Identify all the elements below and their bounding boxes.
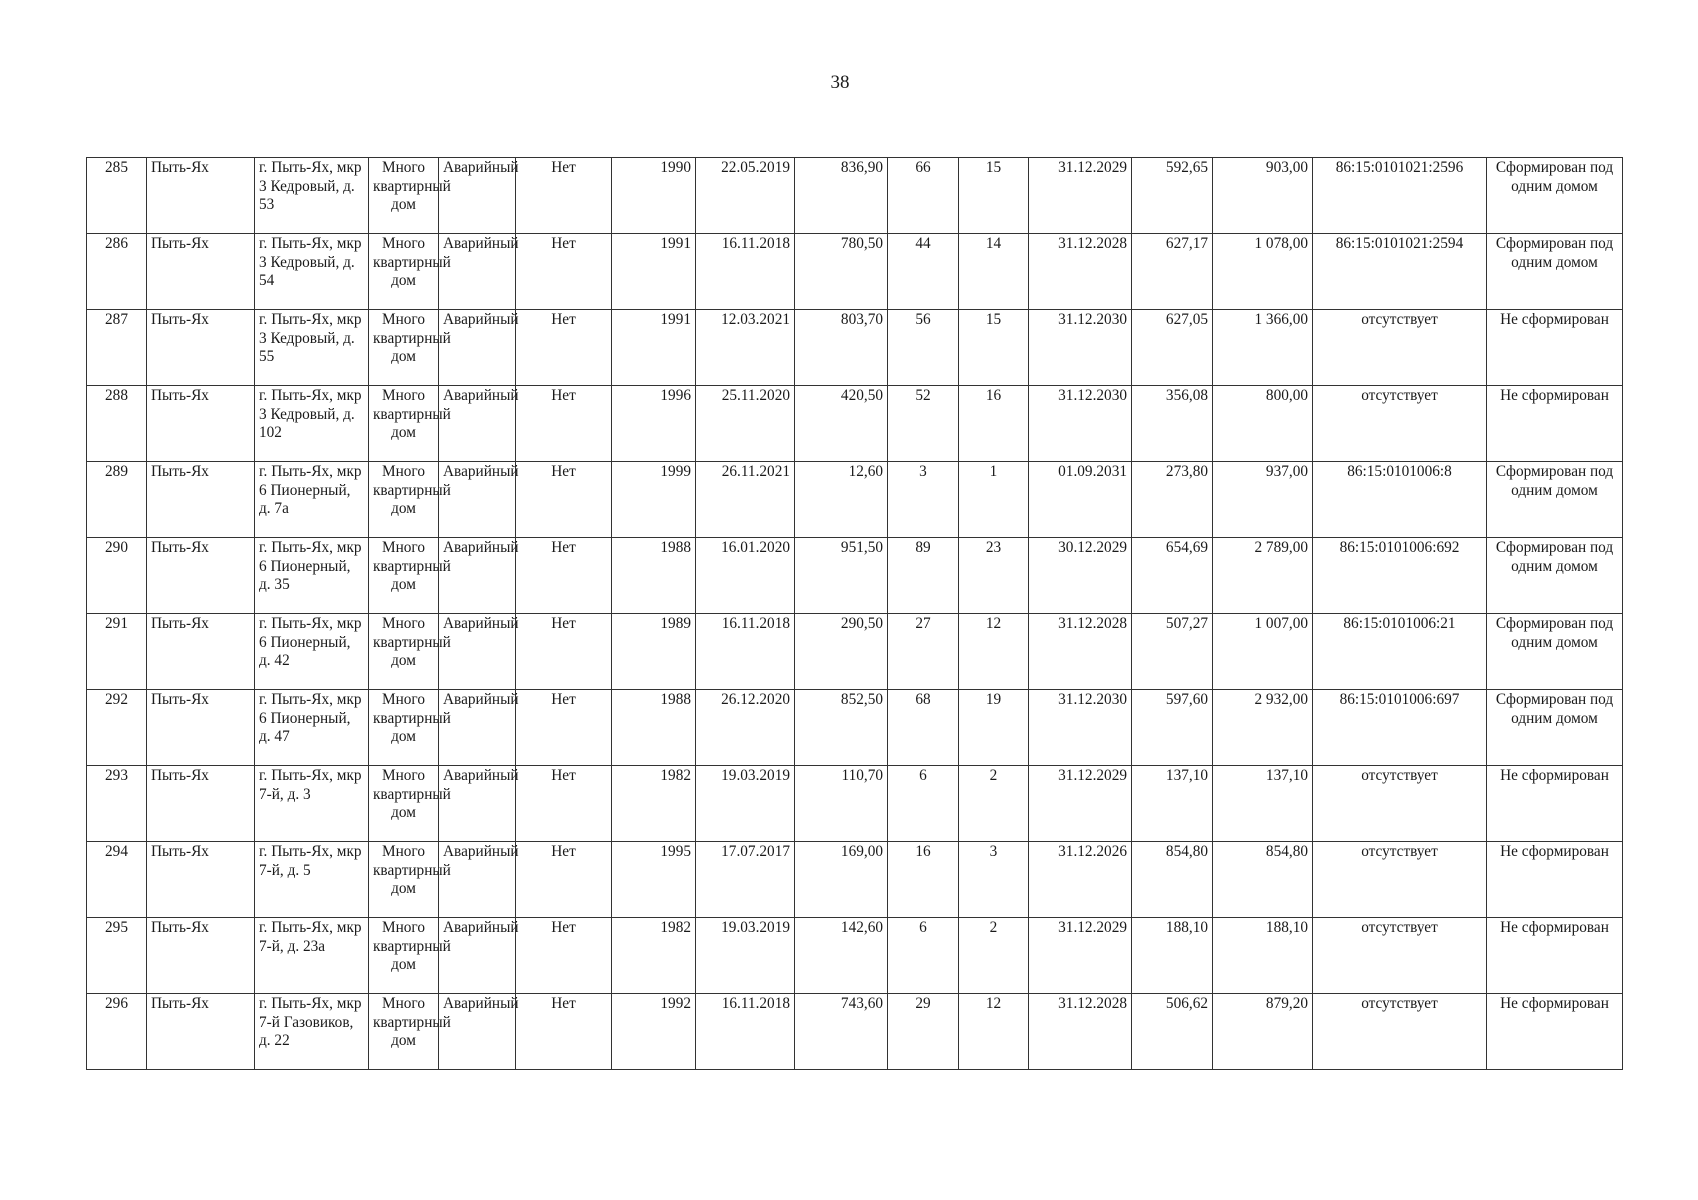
value1-cell: 506,62 (1132, 994, 1213, 1070)
address-cell: г. Пыть-Ях, мкр 7-й, д. 23а (255, 918, 369, 994)
deadline-cell: 31.12.2030 (1029, 310, 1132, 386)
value2-cell: 188,10 (1213, 918, 1313, 994)
value1-cell: 356,08 (1132, 386, 1213, 462)
land-status-cell: Не сформирован (1487, 766, 1623, 842)
deadline-cell: 31.12.2028 (1029, 234, 1132, 310)
apartments-cell: 16 (959, 386, 1029, 462)
value1-cell: 188,10 (1132, 918, 1213, 994)
apartments-cell: 14 (959, 234, 1029, 310)
land-status-cell: Не сформирован (1487, 994, 1623, 1070)
flag-cell: Нет (516, 386, 612, 462)
area-cell: 169,00 (795, 842, 888, 918)
recognition-date-cell: 16.11.2018 (696, 234, 795, 310)
value2-cell: 1 078,00 (1213, 234, 1313, 310)
value2-cell: 1 007,00 (1213, 614, 1313, 690)
flag-cell: Нет (516, 994, 612, 1070)
condition-cell: Аварийный (439, 842, 516, 918)
build-year-cell: 1988 (612, 538, 696, 614)
apartments-cell: 23 (959, 538, 1029, 614)
table-row (87, 386, 1623, 462)
building-type-cell: Много квартирный дом (369, 994, 439, 1070)
table-row (87, 158, 1623, 234)
recognition-date-cell: 26.11.2021 (696, 462, 795, 538)
address-cell: г. Пыть-Ях, мкр 6 Пионерный, д. 7а (255, 462, 369, 538)
area-cell: 951,50 (795, 538, 888, 614)
build-year-cell: 1995 (612, 842, 696, 918)
value2-cell: 800,00 (1213, 386, 1313, 462)
land-status-cell: Сформирован под одним домом (1487, 690, 1623, 766)
land-status-cell: Сформирован под одним домом (1487, 614, 1623, 690)
build-year-cell: 1996 (612, 386, 696, 462)
city-cell: Пыть-Ях (147, 158, 255, 234)
cadastral-number-cell: отсутствует (1313, 386, 1487, 462)
condition-cell: Аварийный (439, 690, 516, 766)
address-cell: г. Пыть-Ях, мкр 6 Пионерный, д. 35 (255, 538, 369, 614)
flag-cell: Нет (516, 462, 612, 538)
recognition-date-cell: 16.11.2018 (696, 994, 795, 1070)
value2-cell: 137,10 (1213, 766, 1313, 842)
recognition-date-cell: 25.11.2020 (696, 386, 795, 462)
residents-cell: 16 (888, 842, 959, 918)
apartments-cell: 3 (959, 842, 1029, 918)
building-type-cell: Много квартирный дом (369, 538, 439, 614)
deadline-cell: 31.12.2030 (1029, 690, 1132, 766)
table-row (87, 766, 1623, 842)
cadastral-number-cell: отсутствует (1313, 842, 1487, 918)
recognition-date-cell: 16.01.2020 (696, 538, 795, 614)
value2-cell: 2 789,00 (1213, 538, 1313, 614)
apartments-cell: 15 (959, 310, 1029, 386)
cadastral-number-cell: 86:15:0101006:692 (1313, 538, 1487, 614)
deadline-cell: 01.09.2031 (1029, 462, 1132, 538)
city-cell: Пыть-Ях (147, 234, 255, 310)
build-year-cell: 1999 (612, 462, 696, 538)
residents-cell: 3 (888, 462, 959, 538)
table-row (87, 310, 1623, 386)
city-cell: Пыть-Ях (147, 538, 255, 614)
row-number: 291 (87, 614, 147, 690)
area-cell: 110,70 (795, 766, 888, 842)
row-number: 295 (87, 918, 147, 994)
city-cell: Пыть-Ях (147, 766, 255, 842)
area-cell: 803,70 (795, 310, 888, 386)
building-type-cell: Много квартирный дом (369, 842, 439, 918)
building-type-cell: Много квартирный дом (369, 310, 439, 386)
address-cell: г. Пыть-Ях, мкр 7-й, д. 5 (255, 842, 369, 918)
residents-cell: 44 (888, 234, 959, 310)
row-number: 293 (87, 766, 147, 842)
recognition-date-cell: 19.03.2019 (696, 918, 795, 994)
flag-cell: Нет (516, 310, 612, 386)
building-type-cell: Много квартирный дом (369, 158, 439, 234)
build-year-cell: 1989 (612, 614, 696, 690)
deadline-cell: 30.12.2029 (1029, 538, 1132, 614)
value1-cell: 654,69 (1132, 538, 1213, 614)
recognition-date-cell: 19.03.2019 (696, 766, 795, 842)
land-status-cell: Сформирован под одним домом (1487, 234, 1623, 310)
condition-cell: Аварийный (439, 462, 516, 538)
apartments-cell: 2 (959, 766, 1029, 842)
land-status-cell: Не сформирован (1487, 842, 1623, 918)
area-cell: 420,50 (795, 386, 888, 462)
building-type-cell: Много квартирный дом (369, 766, 439, 842)
apartments-cell: 1 (959, 462, 1029, 538)
row-number: 287 (87, 310, 147, 386)
deadline-cell: 31.12.2030 (1029, 386, 1132, 462)
residents-cell: 68 (888, 690, 959, 766)
value2-cell: 903,00 (1213, 158, 1313, 234)
building-type-cell: Много квартирный дом (369, 690, 439, 766)
residents-cell: 56 (888, 310, 959, 386)
city-cell: Пыть-Ях (147, 994, 255, 1070)
value1-cell: 507,27 (1132, 614, 1213, 690)
building-type-cell: Много квартирный дом (369, 462, 439, 538)
building-type-cell: Много квартирный дом (369, 386, 439, 462)
recognition-date-cell: 12.03.2021 (696, 310, 795, 386)
area-cell: 290,50 (795, 614, 888, 690)
cadastral-number-cell: отсутствует (1313, 766, 1487, 842)
row-number: 290 (87, 538, 147, 614)
condition-cell: Аварийный (439, 538, 516, 614)
page-number: 38 (830, 72, 850, 93)
cadastral-number-cell: отсутствует (1313, 918, 1487, 994)
row-number: 296 (87, 994, 147, 1070)
flag-cell: Нет (516, 538, 612, 614)
table-row (87, 538, 1623, 614)
value1-cell: 854,80 (1132, 842, 1213, 918)
land-status-cell: Сформирован под одним домом (1487, 462, 1623, 538)
flag-cell: Нет (516, 158, 612, 234)
apartments-cell: 12 (959, 614, 1029, 690)
value1-cell: 627,05 (1132, 310, 1213, 386)
condition-cell: Аварийный (439, 766, 516, 842)
build-year-cell: 1992 (612, 994, 696, 1070)
address-cell: г. Пыть-Ях, мкр 3 Кедровый, д. 54 (255, 234, 369, 310)
residents-cell: 52 (888, 386, 959, 462)
flag-cell: Нет (516, 918, 612, 994)
address-cell: г. Пыть-Ях, мкр 3 Кедровый, д. 55 (255, 310, 369, 386)
value2-cell: 937,00 (1213, 462, 1313, 538)
city-cell: Пыть-Ях (147, 310, 255, 386)
land-status-cell: Не сформирован (1487, 310, 1623, 386)
table-row (87, 842, 1623, 918)
deadline-cell: 31.12.2028 (1029, 614, 1132, 690)
apartments-cell: 2 (959, 918, 1029, 994)
value1-cell: 137,10 (1132, 766, 1213, 842)
table-row (87, 690, 1623, 766)
cadastral-number-cell: 86:15:0101021:2596 (1313, 158, 1487, 234)
apartments-cell: 19 (959, 690, 1029, 766)
land-status-cell: Не сформирован (1487, 386, 1623, 462)
condition-cell: Аварийный (439, 386, 516, 462)
land-status-cell: Сформирован под одним домом (1487, 538, 1623, 614)
table-row (87, 462, 1623, 538)
row-number: 294 (87, 842, 147, 918)
deadline-cell: 31.12.2028 (1029, 994, 1132, 1070)
value1-cell: 273,80 (1132, 462, 1213, 538)
city-cell: Пыть-Ях (147, 690, 255, 766)
apartments-cell: 15 (959, 158, 1029, 234)
address-cell: г. Пыть-Ях, мкр 3 Кедровый, д. 53 (255, 158, 369, 234)
cadastral-number-cell: отсутствует (1313, 994, 1487, 1070)
residents-cell: 89 (888, 538, 959, 614)
residents-cell: 27 (888, 614, 959, 690)
flag-cell: Нет (516, 690, 612, 766)
recognition-date-cell: 17.07.2017 (696, 842, 795, 918)
recognition-date-cell: 22.05.2019 (696, 158, 795, 234)
residents-cell: 6 (888, 918, 959, 994)
cadastral-number-cell: отсутствует (1313, 310, 1487, 386)
value2-cell: 1 366,00 (1213, 310, 1313, 386)
condition-cell: Аварийный (439, 994, 516, 1070)
condition-cell: Аварийный (439, 234, 516, 310)
value1-cell: 592,65 (1132, 158, 1213, 234)
build-year-cell: 1991 (612, 310, 696, 386)
cadastral-number-cell: 86:15:0101006:697 (1313, 690, 1487, 766)
condition-cell: Аварийный (439, 918, 516, 994)
residents-cell: 66 (888, 158, 959, 234)
city-cell: Пыть-Ях (147, 842, 255, 918)
deadline-cell: 31.12.2029 (1029, 766, 1132, 842)
deadline-cell: 31.12.2029 (1029, 918, 1132, 994)
cadastral-number-cell: 86:15:0101021:2594 (1313, 234, 1487, 310)
area-cell: 743,60 (795, 994, 888, 1070)
build-year-cell: 1990 (612, 158, 696, 234)
build-year-cell: 1991 (612, 234, 696, 310)
area-cell: 12,60 (795, 462, 888, 538)
row-number: 292 (87, 690, 147, 766)
table-row (87, 918, 1623, 994)
building-type-cell: Много квартирный дом (369, 234, 439, 310)
value2-cell: 879,20 (1213, 994, 1313, 1070)
flag-cell: Нет (516, 766, 612, 842)
row-number: 285 (87, 158, 147, 234)
build-year-cell: 1982 (612, 766, 696, 842)
land-status-cell: Не сформирован (1487, 918, 1623, 994)
recognition-date-cell: 16.11.2018 (696, 614, 795, 690)
city-cell: Пыть-Ях (147, 918, 255, 994)
cadastral-number-cell: 86:15:0101006:21 (1313, 614, 1487, 690)
area-cell: 852,50 (795, 690, 888, 766)
row-number: 288 (87, 386, 147, 462)
city-cell: Пыть-Ях (147, 462, 255, 538)
cadastral-number-cell: 86:15:0101006:8 (1313, 462, 1487, 538)
condition-cell: Аварийный (439, 158, 516, 234)
address-cell: г. Пыть-Ях, мкр 6 Пионерный, д. 47 (255, 690, 369, 766)
area-cell: 780,50 (795, 234, 888, 310)
flag-cell: Нет (516, 614, 612, 690)
deadline-cell: 31.12.2026 (1029, 842, 1132, 918)
city-cell: Пыть-Ях (147, 614, 255, 690)
area-cell: 836,90 (795, 158, 888, 234)
table-row (87, 234, 1623, 310)
address-cell: г. Пыть-Ях, мкр 3 Кедровый, д. 102 (255, 386, 369, 462)
residents-cell: 29 (888, 994, 959, 1070)
apartments-cell: 12 (959, 994, 1029, 1070)
building-type-cell: Много квартирный дом (369, 918, 439, 994)
land-status-cell: Сформирован под одним домом (1487, 158, 1623, 234)
row-number: 289 (87, 462, 147, 538)
row-number: 286 (87, 234, 147, 310)
address-cell: г. Пыть-Ях, мкр 7-й Газовиков, д. 22 (255, 994, 369, 1070)
housing-registry-table (86, 157, 1623, 1070)
value2-cell: 2 932,00 (1213, 690, 1313, 766)
condition-cell: Аварийный (439, 310, 516, 386)
city-cell: Пыть-Ях (147, 386, 255, 462)
flag-cell: Нет (516, 842, 612, 918)
table-body (87, 158, 1623, 1070)
value1-cell: 627,17 (1132, 234, 1213, 310)
address-cell: г. Пыть-Ях, мкр 7-й, д. 3 (255, 766, 369, 842)
condition-cell: Аварийный (439, 614, 516, 690)
value1-cell: 597,60 (1132, 690, 1213, 766)
recognition-date-cell: 26.12.2020 (696, 690, 795, 766)
value2-cell: 854,80 (1213, 842, 1313, 918)
area-cell: 142,60 (795, 918, 888, 994)
deadline-cell: 31.12.2029 (1029, 158, 1132, 234)
table-row (87, 614, 1623, 690)
build-year-cell: 1982 (612, 918, 696, 994)
building-type-cell: Много квартирный дом (369, 614, 439, 690)
build-year-cell: 1988 (612, 690, 696, 766)
address-cell: г. Пыть-Ях, мкр 6 Пионерный, д. 42 (255, 614, 369, 690)
flag-cell: Нет (516, 234, 612, 310)
table-row (87, 994, 1623, 1070)
residents-cell: 6 (888, 766, 959, 842)
